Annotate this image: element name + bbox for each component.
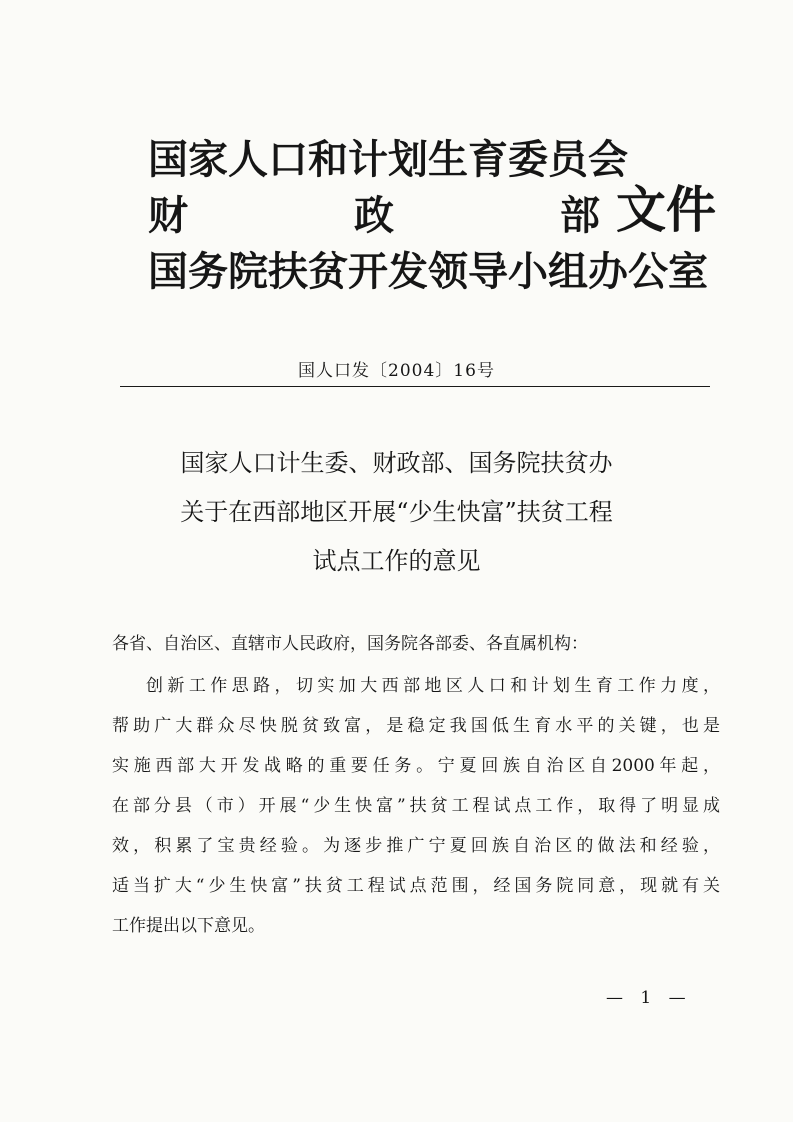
- body-text-line: 适当扩大“少生快富”扶贫工程试点范围，经国务院同意，现就有关: [112, 876, 720, 896]
- body-text-line: 帮助广大群众尽快脱贫致富，是稳定我国低生育水平的关键，也是: [112, 716, 720, 736]
- document-title-line-2: 关于在西部地区开展“少生快富”扶贫工程: [180, 498, 613, 526]
- header-divider: [120, 386, 710, 387]
- addressee-line: 各省、自治区、直辖市人民政府，国务院各部委、各直属机构：: [112, 634, 588, 654]
- issuer-mof-char-3: 部: [560, 193, 600, 239]
- page-number: — 1 —: [606, 988, 692, 1008]
- document-title-line-3: 试点工作的意见: [312, 547, 481, 575]
- body-text-line: 在部分县（市）开展“少生快富”扶贫工程试点工作，取得了明显成: [112, 796, 720, 816]
- issuer-ministry-of-finance: [148, 188, 600, 244]
- body-text-line: 创新工作思路，切实加大西部地区人口和计划生育工作力度，: [146, 676, 720, 696]
- issuer-mof-char-1: 财: [148, 193, 188, 239]
- issuer-mof-char-2: 政: [354, 193, 394, 239]
- body-text-line: 工作提出以下意见。: [112, 916, 265, 936]
- document-type-label: 文件: [616, 181, 716, 239]
- document-number: 国人口发〔2004〕16号: [298, 361, 495, 381]
- issuer-poverty-alleviation-office: 国务院扶贫开发领导小组办公室: [148, 249, 708, 295]
- issuer-npfpc: 国家人口和计划生育委员会: [148, 137, 628, 183]
- body-text-line: 实施西部大开发战略的重要任务。宁夏回族自治区自2000年起，: [112, 756, 720, 776]
- body-text-line: 效，积累了宝贵经验。为逐步推广宁夏回族自治区的做法和经验，: [112, 836, 720, 856]
- document-title-line-1: 国家人口计生委、财政部、国务院扶贫办: [180, 449, 613, 477]
